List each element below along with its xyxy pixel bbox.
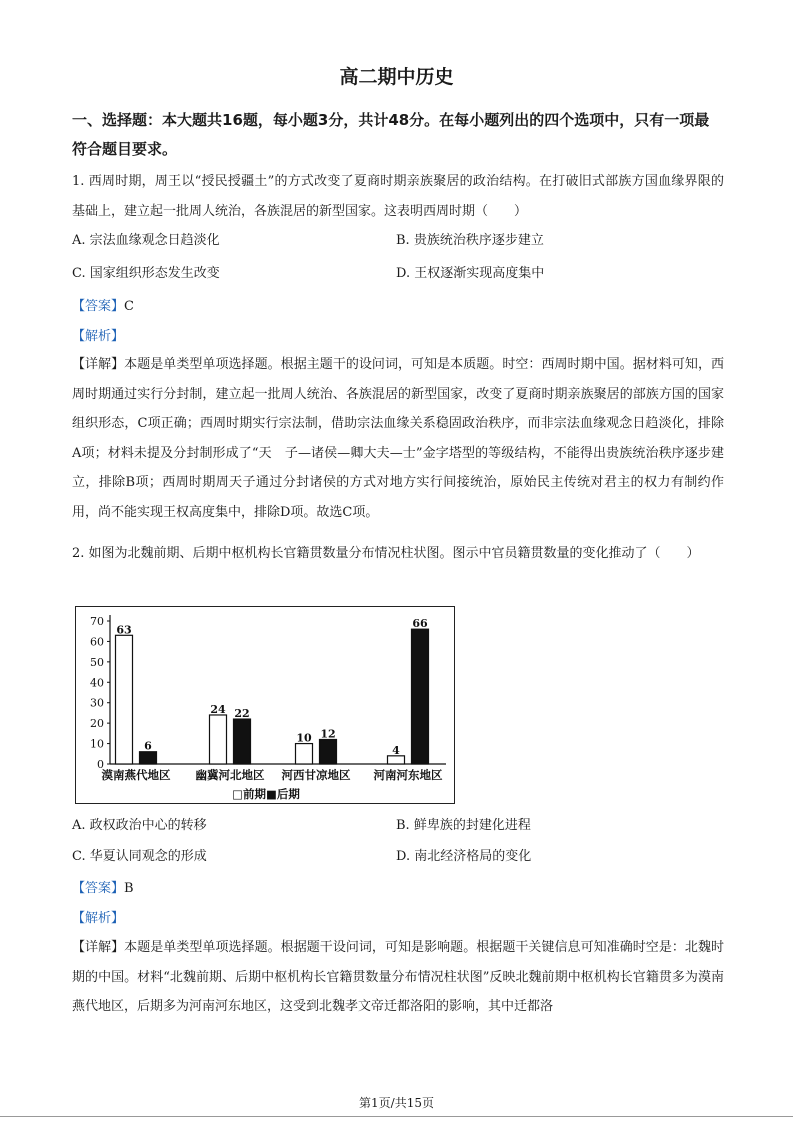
data-label: 63 [116, 623, 132, 637]
bar-late [412, 629, 429, 764]
bar-chart-svg [76, 607, 454, 803]
q2-option-b[interactable]: B. 鲜卑族的封建化进程 [396, 818, 531, 833]
category-label: 幽冀河北地区 [195, 768, 265, 782]
analysis-tag: 【解析】 [72, 329, 125, 344]
detail-text: 本题是单类型单项选择题。根据主题干的设问词，可知是本质题。时空：西周时期中国。据材料可知，西周时期通过实行分封制，建立起一批周人统治、各族混居的新型国家，改变了夏商时期亲族聚居的部族方国的国家组织形态，C项正确；西周时期实行宗法制，借助宗法血缘关系稳固政治秩序，而非宗法血缘观念日趋淡化，排除A项；材料未提及分封制形成了“天 子—诸侯—卿大夫—士”金字塔型的等级结构，不能得出贵族统治秩序逐步建立，排除B项；西周时期周天子通过分封诸侯的方式对地方实行间接统治，原始民主传统对君主的权力有制约作用，尚不能实现王权高度集中，排除D项。故选C项。 [72, 357, 724, 520]
y-tick-label: 70 [90, 615, 104, 628]
q1-analysis-tag [72, 325, 124, 344]
bar-early [116, 635, 133, 764]
category-label: 漠南燕代地区 [101, 768, 171, 782]
data-label: 66 [412, 617, 428, 631]
answer-value: C [124, 299, 134, 314]
page-title: 高二期中历史 [339, 66, 454, 88]
y-tick-label: 50 [90, 655, 104, 669]
category-label: 河南河东地区 [373, 768, 443, 782]
chart-legend: □前期■后期 [232, 787, 300, 801]
q1-option-d[interactable]: D. 王权逐渐实现高度集中 [396, 266, 545, 281]
data-label: 6 [144, 739, 152, 753]
y-tick-label: 40 [90, 676, 104, 690]
q1-option-c[interactable]: C. 国家组织形态发生改变 [72, 266, 220, 281]
answer-tag: 【答案】 [72, 881, 125, 896]
bar-early [296, 744, 313, 764]
category-label: 河西甘凉地区 [281, 768, 351, 782]
detail-tag: 【详解】 [72, 940, 125, 955]
data-label: 4 [392, 743, 400, 757]
bar-late [320, 739, 337, 764]
data-label: 12 [320, 727, 336, 741]
q1-detail [72, 350, 724, 527]
bar-chart [75, 606, 455, 804]
y-tick-label: 10 [90, 737, 104, 751]
answer-tag: 【答案】 [72, 299, 125, 314]
y-tick-label: 20 [90, 717, 104, 731]
data-label: 24 [210, 702, 226, 716]
y-tick-label: 0 [97, 758, 104, 771]
q2-option-d[interactable]: D. 南北经济格局的变化 [396, 849, 532, 864]
q2-answer [72, 877, 134, 896]
bar-early [388, 756, 405, 764]
detail-text: 本题是单类型单项选择题。根据题干设问词，可知是影响题。根据题干关键信息可知准确时空是：北魏时期的中国。材料“北魏前期、后期中枢机构长官籍贯数量分布情况柱状图”反映北魏前期中枢机构长官籍贯多为漠南燕代地区，后期多为河南河东地区，这受到北魏孝文帝迁都洛阳的影响，其中迁都洛 [72, 940, 724, 1014]
q2-analysis-tag [72, 907, 124, 926]
q2-option-c[interactable]: C. 华夏认同观念的形成 [72, 849, 207, 864]
y-tick-label: 30 [90, 696, 104, 710]
q1-answer [72, 295, 134, 314]
analysis-tag: 【解析】 [72, 911, 125, 926]
footer-divider [0, 1116, 793, 1117]
detail-tag: 【详解】 [72, 357, 125, 372]
answer-value: B [124, 881, 134, 896]
bar-early [210, 715, 227, 764]
bar-late [140, 752, 157, 764]
q1-option-b[interactable]: B. 贵族统治秩序逐步建立 [396, 233, 544, 248]
data-label: 10 [296, 731, 312, 745]
question-2-stem: 2. 如图为北魏前期、后期中枢机构长官籍贯数量分布情况柱状图。图示中官员籍贯数量的变化推动了（ ） [72, 546, 700, 561]
bar-late [234, 719, 251, 764]
data-label: 22 [234, 707, 250, 721]
section-heading: 一、选择题：本大题共16题，每小题3分，共计48分。在每小题列出的四个选项中，只有一项最符合题目要求。 [72, 111, 710, 158]
y-tick-label: 60 [90, 635, 104, 649]
q1-option-a[interactable]: A. 宗法血缘观念日趋淡化 [72, 233, 220, 248]
q2-detail [72, 933, 724, 1022]
q2-option-a[interactable]: A. 政权政治中心的转移 [72, 818, 207, 833]
question-1-stem: 1. 西周时期，周王以“授民授疆土”的方式改变了夏商时期亲族聚居的政治结构。在打破旧式部族方国血缘界限的基础上，建立起一批周人统治，各族混居的新型国家。这表明西周时期（ ） [72, 174, 724, 219]
page-footer: 第1页/共15页 [359, 1096, 434, 1110]
